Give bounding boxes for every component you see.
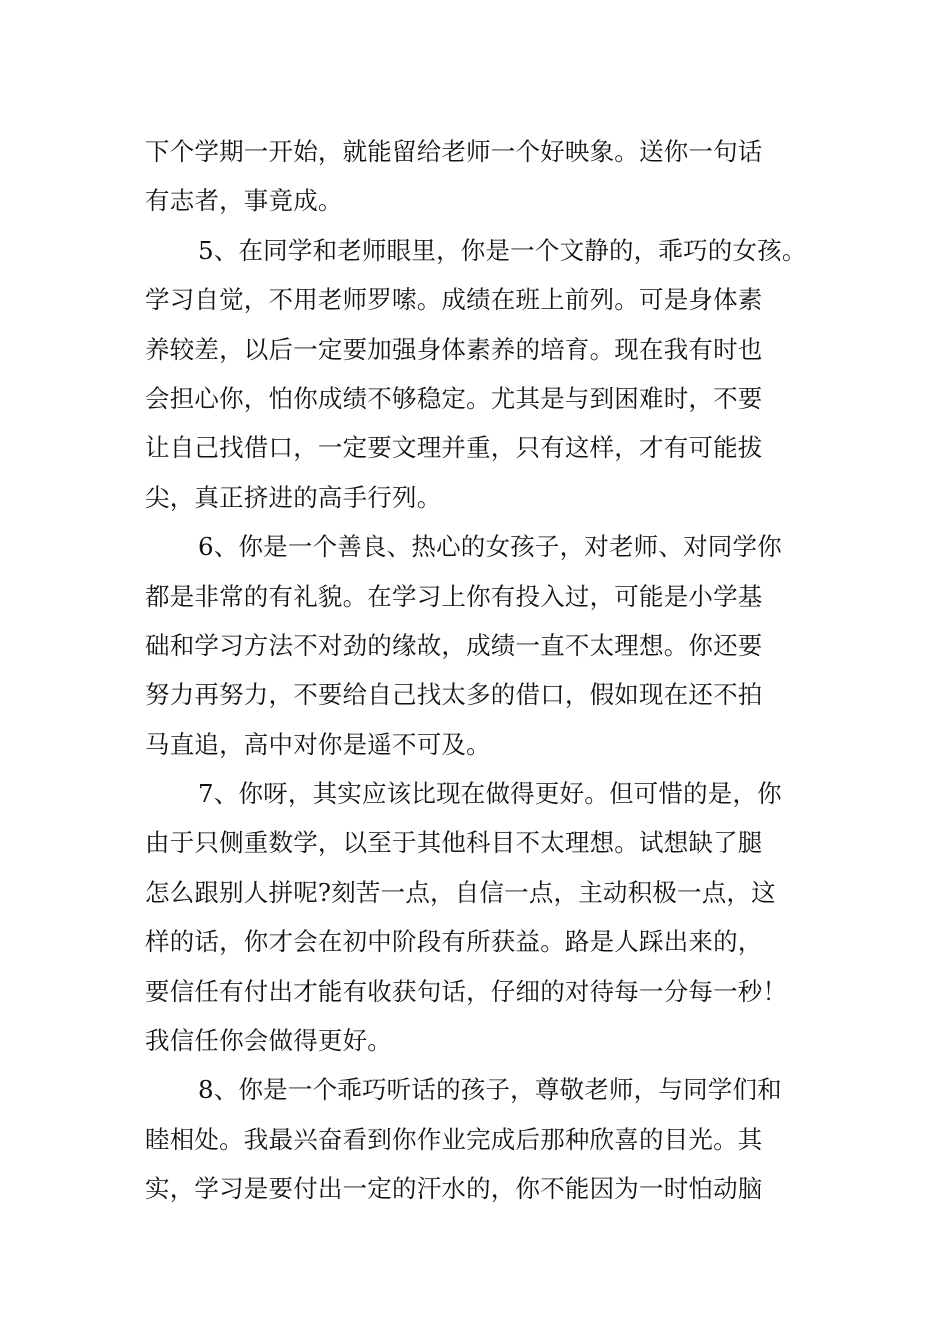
paragraph-start-5: 5、在同学和老师眼里，你是一个文静的，乖巧的女孩。 xyxy=(198,235,807,265)
text-line: 马直追，高中对你是遥不可及。 xyxy=(145,729,491,759)
text-line: 我信任你会做得更好。 xyxy=(145,1026,392,1056)
document-body xyxy=(145,127,825,1214)
text-line: 养较差，以后一定要加强身体素养的培育。现在我有时也 xyxy=(145,334,763,364)
paragraph-start-7: 7、你呀，其实应该比现在做得更好。但可惜的是，你 xyxy=(198,779,782,809)
text-line: 睦相处。我最兴奋看到你作业完成后那种欣喜的目光。其 xyxy=(145,1124,763,1154)
paragraph-start-8: 8、你是一个乖巧听话的孩子，尊敬老师，与同学们和 xyxy=(198,1075,782,1105)
text-line: 础和学习方法不对劲的缘故，成绩一直不太理想。你还要 xyxy=(145,630,763,660)
text-line: 样的话，你才会在初中阶段有所获益。路是人踩出来的， xyxy=(145,927,763,957)
text-line: 实，学习是要付出一定的汗水的，你不能因为一时怕动脑 xyxy=(145,1174,763,1204)
text-line: 由于只侧重数学，以至于其他科目不太理想。试想缺了腿 xyxy=(145,828,763,858)
text-line: 要信任有付出才能有收获句话，仔细的对待每一分每一秒！ xyxy=(145,976,788,1006)
text-line: 都是非常的有礼貌。在学习上你有投入过，可能是小学基 xyxy=(145,581,763,611)
text-line: 会担心你，怕你成绩不够稳定。尤其是与到困难时，不要 xyxy=(145,383,763,413)
text-line: 努力再努力，不要给自己找太多的借口，假如现在还不拍 xyxy=(145,680,763,710)
paragraph-start-6: 6、你是一个善良、热心的女孩子，对老师、对同学你 xyxy=(198,532,782,562)
text-line: 让自己找借口，一定要文理并重，只有这样，才有可能拔 xyxy=(145,433,763,463)
text-line: 有志者，事竟成。 xyxy=(145,186,343,216)
text-line: 怎么跟别人拼呢?刻苦一点，自信一点，主动积极一点，这 xyxy=(145,877,776,907)
text-line: 尖，真正挤进的高手行列。 xyxy=(145,482,442,512)
text-line: 下个学期一开始，就能留给老师一个好映象。送你一句话 xyxy=(145,137,763,166)
text-line: 学习自觉，不用老师罗嗦。成绩在班上前列。可是身体素 xyxy=(145,285,763,315)
